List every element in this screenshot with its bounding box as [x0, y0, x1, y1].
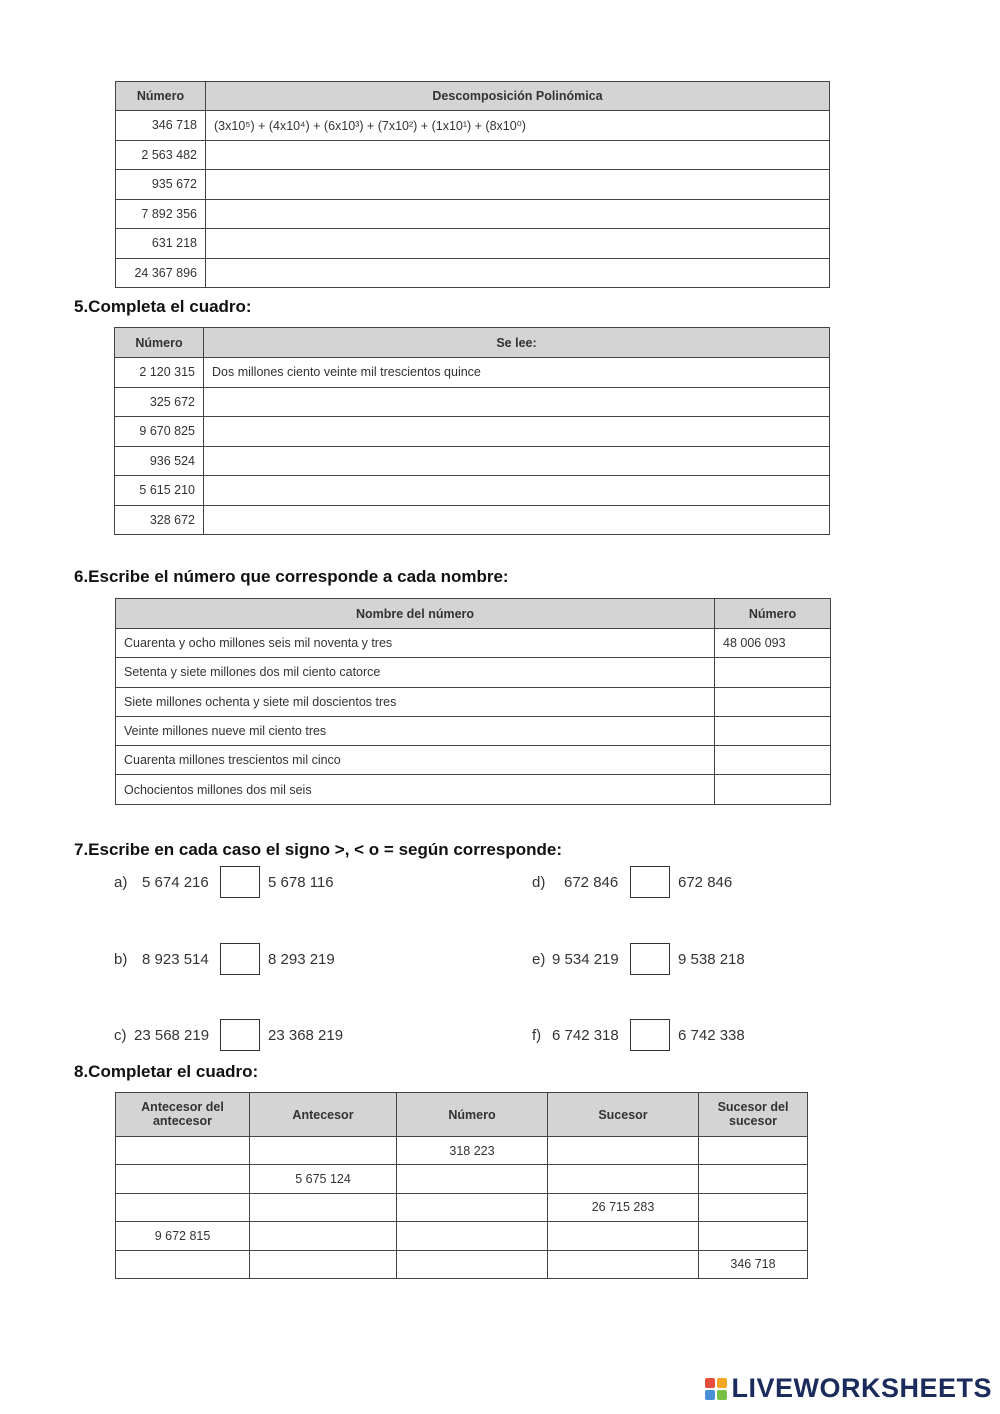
- cell: 346 718: [699, 1250, 808, 1278]
- comparison-label: c): [114, 1026, 127, 1044]
- table-row: [116, 1137, 808, 1165]
- cell[interactable]: [397, 1165, 548, 1193]
- section-7-title: 7.Escribe en cada caso el signo >, < o = según corresponde:: [74, 840, 562, 859]
- comparison-e: [532, 942, 745, 976]
- cell[interactable]: [699, 1165, 808, 1193]
- cell[interactable]: [116, 1165, 250, 1193]
- table-row: [116, 716, 831, 745]
- number-cell: 346 718: [116, 111, 206, 141]
- sign-answer-box[interactable]: [630, 943, 670, 975]
- table-header-row: [116, 599, 831, 629]
- cell[interactable]: [116, 1193, 250, 1221]
- predecessor-successor-table: [115, 1092, 808, 1279]
- answer-cell[interactable]: [206, 258, 830, 288]
- number-cell: 631 218: [116, 229, 206, 259]
- comparison-f: [532, 1018, 745, 1052]
- table-row: [116, 775, 831, 804]
- cell: 9 672 815: [116, 1222, 250, 1250]
- number-cell: 24 367 896: [116, 258, 206, 288]
- cell[interactable]: [699, 1222, 808, 1250]
- col-header-reading: Se lee:: [204, 328, 830, 358]
- mark-square: [705, 1378, 715, 1388]
- answer-cell[interactable]: [715, 746, 831, 775]
- table-row: [115, 476, 830, 506]
- answer-cell[interactable]: Dos millones ciento veinte mil trescientos quince: [204, 358, 830, 388]
- comparison-d: [532, 865, 732, 899]
- name-cell: Veinte millones nueve mil ciento tres: [116, 716, 715, 745]
- left-number: 23 568 219: [134, 1026, 210, 1044]
- cell[interactable]: [250, 1193, 397, 1221]
- col-header-successor: Sucesor: [548, 1093, 699, 1137]
- cell[interactable]: [250, 1222, 397, 1250]
- table-row: [115, 358, 830, 388]
- comparison-label: f): [532, 1026, 542, 1044]
- col-header-number: Número: [397, 1093, 548, 1137]
- cell[interactable]: [548, 1250, 699, 1278]
- answer-cell[interactable]: [715, 716, 831, 745]
- answer-cell[interactable]: [206, 140, 830, 170]
- sign-answer-box[interactable]: [630, 1019, 670, 1051]
- table-header-row: [115, 328, 830, 358]
- table-row: [116, 258, 830, 288]
- table-row: [116, 687, 831, 716]
- col-header-number: Número: [715, 599, 831, 629]
- col-header-name: Nombre del número: [116, 599, 715, 629]
- number-cell: 325 672: [115, 387, 204, 417]
- answer-cell[interactable]: [715, 687, 831, 716]
- sign-answer-box[interactable]: [630, 866, 670, 898]
- number-cell: 328 672: [115, 505, 204, 535]
- comparison-label: a): [114, 873, 128, 891]
- table-row: [116, 1193, 808, 1221]
- table-row: [116, 140, 830, 170]
- comparison-label: e): [532, 950, 546, 968]
- table-row: [115, 446, 830, 476]
- sign-answer-box[interactable]: [220, 1019, 260, 1051]
- answer-cell[interactable]: [204, 387, 830, 417]
- table-row: [116, 170, 830, 200]
- col-header-predecessor: Antecesor: [250, 1093, 397, 1137]
- col-header-number: Número: [115, 328, 204, 358]
- brand-name: LIVEWORKSHEETS: [731, 1373, 992, 1403]
- answer-cell[interactable]: (3x10⁵) + (4x10⁴) + (6x10³) + (7x10²) + (1x10¹) + (8x10⁰): [206, 111, 830, 141]
- table-row: [116, 746, 831, 775]
- number-cell: 935 672: [116, 170, 206, 200]
- right-number: 8 293 219: [268, 950, 335, 968]
- answer-cell[interactable]: [204, 505, 830, 535]
- cell[interactable]: [397, 1193, 548, 1221]
- name-cell: Ochocientos millones dos mil seis: [116, 775, 715, 804]
- comparison-c: [114, 1018, 343, 1052]
- cell: 5 675 124: [250, 1165, 397, 1193]
- decomposition-table: [115, 81, 830, 288]
- answer-cell[interactable]: [204, 446, 830, 476]
- answer-cell[interactable]: [715, 658, 831, 687]
- col-header-successor-of-successor: Sucesor del sucesor: [699, 1093, 808, 1137]
- cell[interactable]: [397, 1222, 548, 1250]
- table-row: [116, 629, 831, 658]
- section-5-title: 5.Completa el cuadro:: [74, 297, 252, 316]
- col-header-predecessor-of-predecessor: Antecesor del antecesor: [116, 1093, 250, 1137]
- answer-cell[interactable]: [204, 417, 830, 447]
- liveworksheets-logo: [705, 1373, 992, 1404]
- cell: 26 715 283: [548, 1193, 699, 1221]
- number-cell: 936 524: [115, 446, 204, 476]
- names-table: [115, 598, 831, 805]
- section-6-title: 6.Escribe el número que corresponde a cada nombre:: [74, 567, 509, 586]
- left-number: 9 534 219: [552, 950, 619, 968]
- col-header-decomposition: Descomposición Polinómica: [206, 82, 830, 111]
- right-number: 23 368 219: [268, 1026, 344, 1044]
- comparison-b: [114, 942, 335, 976]
- table-header-row: [116, 1093, 808, 1137]
- comparison-a: [114, 865, 334, 899]
- name-cell: Cuarenta y ocho millones seis mil noventa y tres: [116, 629, 715, 658]
- answer-cell[interactable]: [204, 476, 830, 506]
- table-row: [116, 1165, 808, 1193]
- cell[interactable]: [250, 1250, 397, 1278]
- number-cell: 9 670 825: [115, 417, 204, 447]
- cell[interactable]: [699, 1137, 808, 1165]
- table-row: [116, 1250, 808, 1278]
- liveworksheets-mark-icon: [705, 1378, 727, 1400]
- answer-cell[interactable]: [206, 170, 830, 200]
- cell[interactable]: [699, 1193, 808, 1221]
- cell[interactable]: [548, 1222, 699, 1250]
- sign-answer-box[interactable]: [220, 943, 260, 975]
- right-number: 9 538 218: [678, 950, 745, 968]
- cell[interactable]: [116, 1137, 250, 1165]
- answer-cell[interactable]: [206, 229, 830, 259]
- name-cell: Cuarenta millones trescientos mil cinco: [116, 746, 715, 775]
- answer-cell[interactable]: 48 006 093: [715, 629, 831, 658]
- left-number: 672 846: [564, 873, 619, 891]
- cell[interactable]: [548, 1137, 699, 1165]
- section-8-title: 8.Completar el cuadro:: [74, 1062, 259, 1081]
- mark-square: [717, 1390, 727, 1400]
- mark-square: [717, 1378, 727, 1388]
- table-header-row: [116, 82, 830, 111]
- mark-square: [705, 1390, 715, 1400]
- cell[interactable]: [397, 1250, 548, 1278]
- cell[interactable]: [250, 1137, 397, 1165]
- reading-table: [114, 327, 830, 535]
- name-cell: Siete millones ochenta y siete mil doscientos tres: [116, 687, 715, 716]
- cell: 318 223: [397, 1137, 548, 1165]
- table-row: [116, 229, 830, 259]
- table-row: [116, 199, 830, 229]
- answer-cell[interactable]: [206, 199, 830, 229]
- table-row: [116, 1222, 808, 1250]
- left-number: 6 742 318: [552, 1026, 619, 1044]
- sign-answer-box[interactable]: [220, 866, 260, 898]
- table-row: [115, 505, 830, 535]
- right-number: 672 846: [678, 873, 733, 891]
- cell[interactable]: [116, 1250, 250, 1278]
- table-row: [115, 387, 830, 417]
- number-cell: 5 615 210: [115, 476, 204, 506]
- number-cell: 2 120 315: [115, 358, 204, 388]
- left-number: 5 674 216: [142, 873, 209, 891]
- col-header-number: Número: [116, 82, 206, 111]
- number-cell: 2 563 482: [116, 140, 206, 170]
- table-row: [116, 111, 830, 141]
- number-cell: 7 892 356: [116, 199, 206, 229]
- table-row: [116, 658, 831, 687]
- name-cell: Setenta y siete millones dos mil ciento catorce: [116, 658, 715, 687]
- comparison-label: b): [114, 950, 128, 968]
- table-row: [115, 417, 830, 447]
- left-number: 8 923 514: [142, 950, 209, 968]
- right-number: 6 742 338: [678, 1026, 745, 1044]
- right-number: 5 678 116: [268, 873, 334, 891]
- cell[interactable]: [548, 1165, 699, 1193]
- comparison-label: d): [532, 873, 546, 891]
- answer-cell[interactable]: [715, 775, 831, 804]
